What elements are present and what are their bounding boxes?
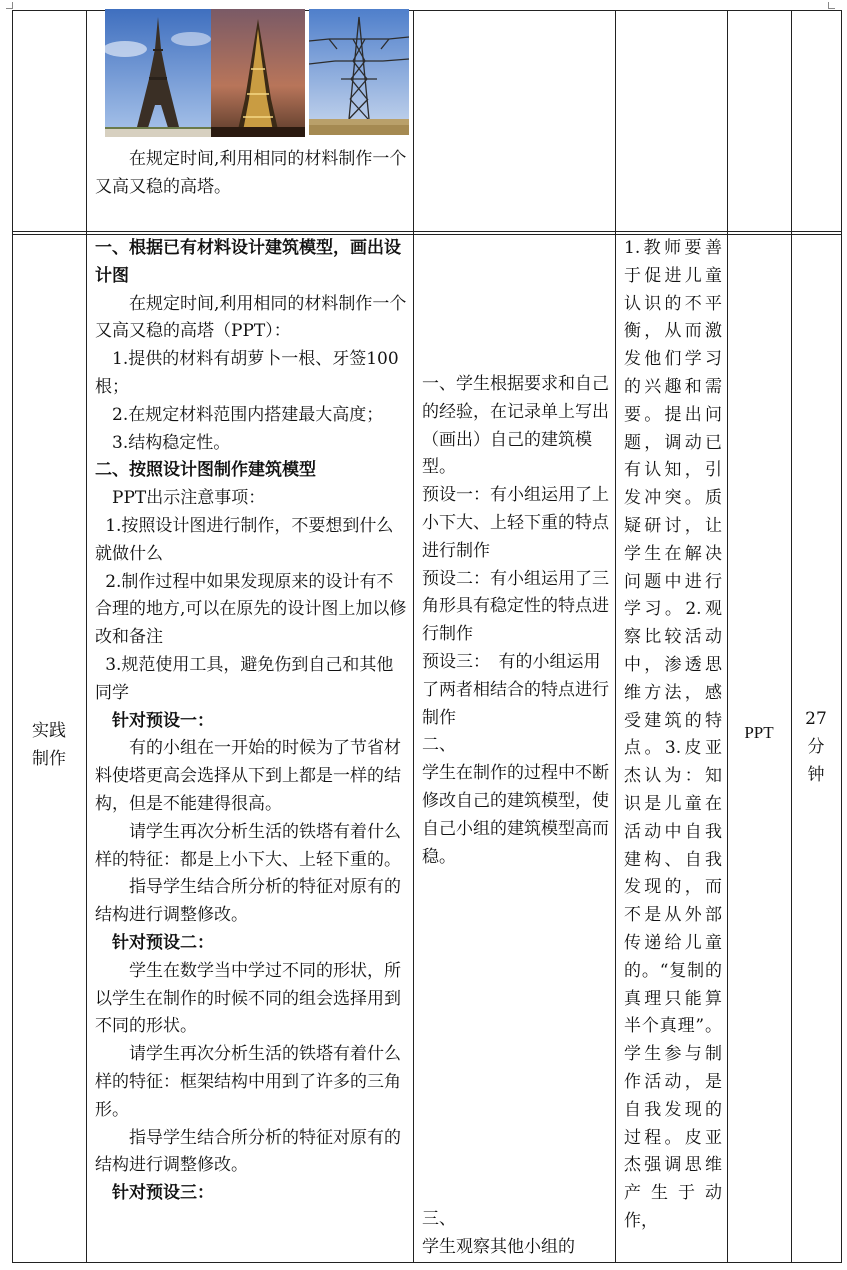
power-pylon-photo xyxy=(309,9,409,135)
lit-tower-photo xyxy=(211,9,305,137)
activity-para: 3.规范使用工具，避免伤到自己和其他同学 xyxy=(95,654,394,703)
student-para: 预设三： 有的小组运用了两者相结合的特点进行制作 xyxy=(422,651,609,728)
col-border-4 xyxy=(727,10,728,1263)
caption-text: 在规定时间,利用相同的材料制作一个又高又稳的高塔。 xyxy=(95,149,407,197)
col-border-5 xyxy=(791,10,792,1263)
top-caption xyxy=(95,146,407,202)
activity-para: 在规定时间,利用相同的材料制作一个又高又稳的高塔（PPT）： xyxy=(95,293,407,342)
teacher-activity xyxy=(95,235,408,1208)
student-para: 学生在制作的过程中不断修改自己的建筑模型，使自己小组的建筑模型高而稳。 xyxy=(422,763,609,867)
time-label: 27 分 钟 xyxy=(805,709,827,785)
activity-para: 请学生再次分析生活的铁塔有着什么样的特征：都是上小下大、上轻下重的。 xyxy=(95,821,401,870)
student-para: 预设二：有小组运用了三角形具有稳定性的特点进行制作 xyxy=(422,568,609,645)
activity-para: PPT出示注意事项： xyxy=(112,488,266,509)
activity-para: 学生在数学当中学过不同的形状，所以学生在制作的时候不同的组会选择用到不同的形状。 xyxy=(95,960,401,1037)
design-intent xyxy=(624,235,722,1236)
activity-para: 指导学生结合所分析的特征对原有的结构进行调整修改。 xyxy=(95,877,401,926)
corner-mark-right xyxy=(828,2,835,9)
col-border-6 xyxy=(841,10,842,1263)
col-border-0 xyxy=(12,10,13,1263)
eiffel-tower-photo xyxy=(105,9,211,137)
activity-para: 请学生再次分析生活的铁塔有着什么样的特征：框架结构中用到了许多的三角形。 xyxy=(95,1044,401,1120)
activity-para: 1.提供的材料有胡萝卜一根、牙签100根； xyxy=(95,349,399,397)
media-label: PPT xyxy=(744,723,774,742)
activity-para: 2.制作过程中如果发现原来的设计有不合理的地方,可以在原先的设计图上加以修改和备注 xyxy=(95,571,407,648)
col-border-2 xyxy=(413,10,414,1263)
table-border-bottom xyxy=(12,1262,842,1263)
activity-para: 3.结构稳定性。 xyxy=(112,432,231,453)
activity-para: 2.在规定材料范围内搭建最大高度； xyxy=(112,404,384,425)
row-divider xyxy=(12,231,842,232)
activity-para: 针对预设一： xyxy=(112,710,214,731)
design-intent-text: 1.教师要善于促进儿童认识的不平衡，从而激发他们学习的兴趣和需要。提出问题，调动已有认知，引发冲突。质疑研讨，让学生在解决问题中进行学习。2.观察比较活动中，渗透思维方法，感受建筑的特点。3.皮亚杰认为：知识是儿童在活动中自我建构、自我发现的，而不是从外部传递给儿童的。“复制的真理只能算半个真理”。学生参与制作活动，是自我发现的过程。皮亚杰强调思维产生于动作， xyxy=(624,238,722,1231)
activity-para: 1.按照设计图进行制作，不要想到什么就做什么 xyxy=(95,515,394,564)
student-para: 学生观察其他小组的 xyxy=(422,1236,575,1257)
activity-para: 针对预设二： xyxy=(112,932,214,953)
student-para: 一、学生根据要求和自己的经验，在记录单上写出（画出）自己的建筑模型。 xyxy=(422,374,609,478)
student-para: 二、 xyxy=(422,735,456,756)
col-border-1 xyxy=(86,10,87,1263)
student-activity-lower xyxy=(422,1206,610,1262)
activity-para: 有的小组在一开始的时候为了节省材料使塔更高会选择从下到上都是一样的结构，但是不能建得很高。 xyxy=(95,738,401,814)
student-para: 预设一：有小组运用了上小下大、上轻下重的特点进行制作 xyxy=(422,485,609,561)
student-para: 三、 xyxy=(422,1209,456,1229)
activity-para: 指导学生结合所分析的特征对原有的结构进行调整修改。 xyxy=(95,1127,401,1176)
corner-mark-left xyxy=(6,2,13,9)
activity-para: 针对预设三： xyxy=(112,1183,214,1204)
student-activity-upper xyxy=(422,371,610,871)
activity-para: 二、按照设计图制作建筑模型 xyxy=(95,460,316,481)
col-border-3 xyxy=(615,10,616,1263)
activity-para: 一、根据已有材料设计建筑模型，画出设计图 xyxy=(95,238,401,286)
stage-label: 实践 制作 xyxy=(32,721,66,769)
